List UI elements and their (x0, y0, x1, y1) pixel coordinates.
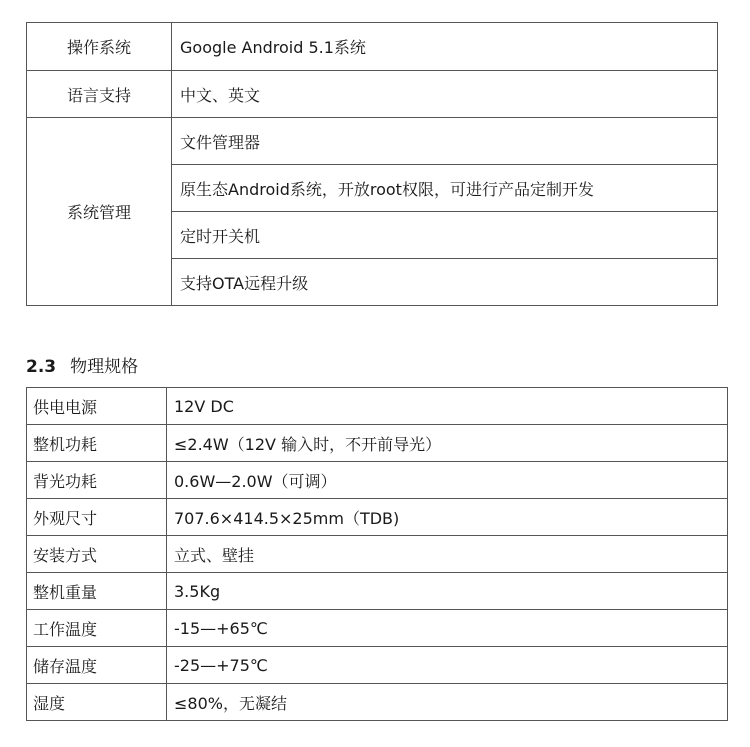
spec-value: -15—+65℃ (167, 610, 728, 647)
table-row (27, 499, 728, 536)
section-number: 2.3 (26, 357, 57, 377)
spec-label: 储存温度 (27, 647, 167, 684)
spec-label: 安装方式 (27, 536, 167, 573)
table-row (27, 647, 728, 684)
spec-value: -25—+75℃ (167, 647, 728, 684)
table-row (27, 425, 728, 462)
section-heading (26, 352, 138, 377)
table-row (27, 71, 718, 118)
spec-label: 工作温度 (27, 610, 167, 647)
spec-value: 0.6W—2.0W（可调） (167, 462, 728, 499)
management-item: 文件管理器 (172, 118, 718, 165)
os-label: 操作系统 (27, 23, 172, 71)
management-label: 系统管理 (27, 118, 172, 306)
table-row (27, 23, 718, 71)
spec-value: 3.5Kg (167, 573, 728, 610)
specs-table (26, 387, 728, 721)
language-label: 语言支持 (27, 71, 172, 118)
management-item: 支持OTA远程升级 (172, 259, 718, 306)
table-row (27, 388, 728, 425)
spec-label: 外观尺寸 (27, 499, 167, 536)
table-row (27, 610, 728, 647)
language-value: 中文、英文 (172, 71, 718, 118)
table-row (27, 462, 728, 499)
management-item: 原生态Android系统，开放root权限，可进行产品定制开发 (172, 165, 718, 212)
table-row (27, 118, 718, 165)
spec-label: 整机功耗 (27, 425, 167, 462)
table-row (27, 684, 728, 721)
table-row (27, 573, 728, 610)
spec-value: 立式、壁挂 (167, 536, 728, 573)
spec-label: 供电电源 (27, 388, 167, 425)
spec-value: ≤80%，无凝结 (167, 684, 728, 721)
spec-value: ≤2.4W（12V 输入时，不开前导光） (167, 425, 728, 462)
os-value: Google Android 5.1系统 (172, 23, 718, 71)
section-title: 物理规格 (70, 357, 139, 377)
system-table (26, 22, 718, 306)
management-item: 定时开关机 (172, 212, 718, 259)
spec-label: 湿度 (27, 684, 167, 721)
spec-value: 707.6×414.5×25mm（TDB) (167, 499, 728, 536)
spec-value: 12V DC (167, 388, 728, 425)
spec-label: 整机重量 (27, 573, 167, 610)
spec-label: 背光功耗 (27, 462, 167, 499)
table-row (27, 536, 728, 573)
